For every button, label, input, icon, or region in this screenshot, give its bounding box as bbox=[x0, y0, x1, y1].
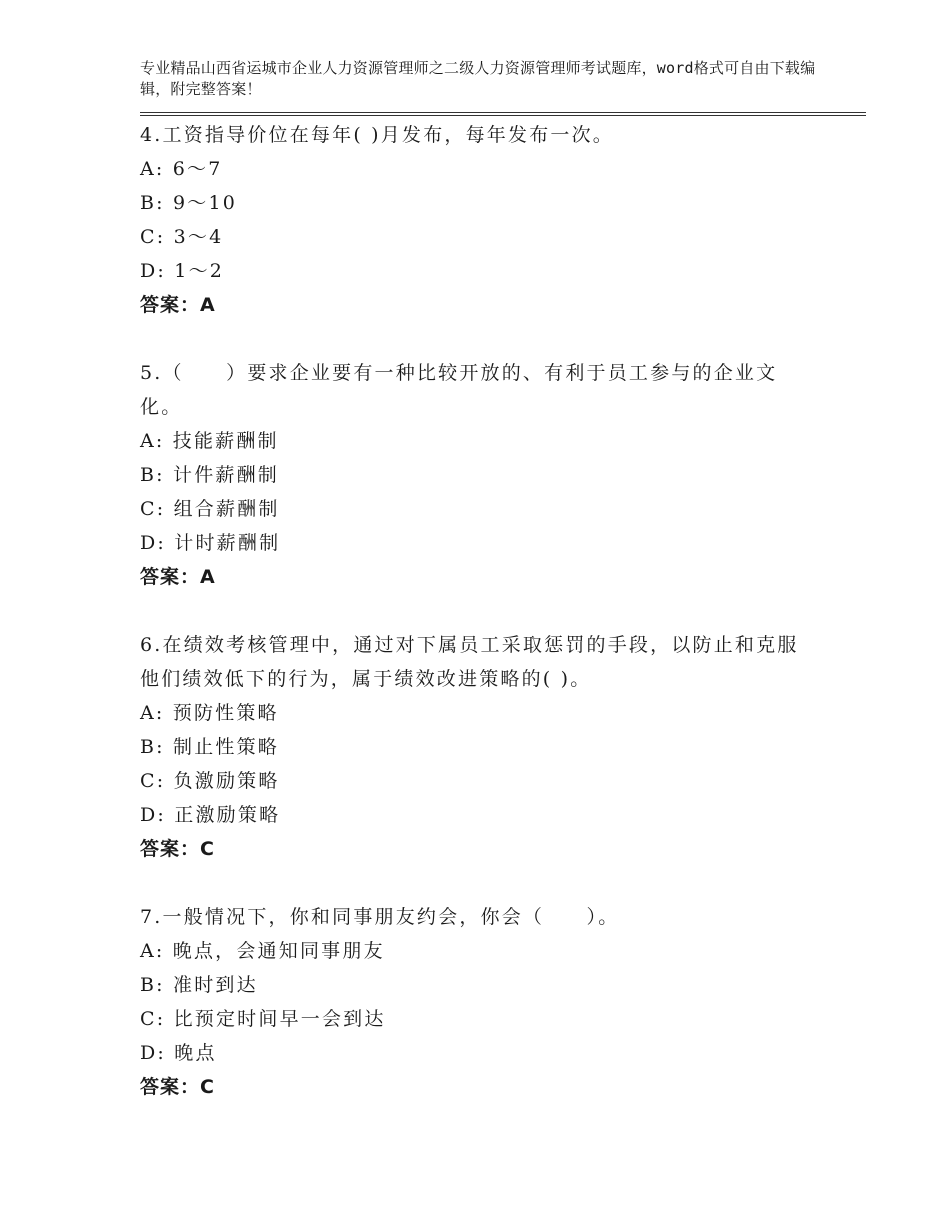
option-b: B: 9～10 bbox=[140, 192, 238, 214]
spacer bbox=[140, 594, 870, 628]
option-b: B: 计件薪酬制 bbox=[140, 464, 280, 486]
option-c: C: 组合薪酬制 bbox=[140, 498, 280, 520]
question-5 bbox=[140, 356, 870, 594]
option-a: A: 6～7 bbox=[140, 158, 223, 180]
spacer bbox=[140, 866, 870, 900]
option-d: D: 计时薪酬制 bbox=[140, 532, 281, 554]
option-a: A: 技能薪酬制 bbox=[140, 430, 279, 452]
answer-line: 答案：A bbox=[140, 566, 216, 588]
answer-line: 答案：C bbox=[140, 838, 215, 860]
option-d: D: 1～2 bbox=[140, 260, 225, 282]
question-7 bbox=[140, 900, 870, 1104]
document-header: 专业精品山西省运城市企业人力资源管理师之二级人力资源管理师考试题库，word格式可自由下载编辑，附完整答案！ bbox=[140, 59, 816, 98]
option-b: B: 制止性策略 bbox=[140, 736, 280, 758]
option-d: D: 晚点 bbox=[140, 1042, 217, 1064]
option-b: B: 准时到达 bbox=[140, 974, 258, 996]
answer-line: 答案：C bbox=[140, 1076, 215, 1098]
option-c: C: 比预定时间早一会到达 bbox=[140, 1008, 386, 1030]
answer-line: 答案：A bbox=[140, 294, 216, 316]
spacer bbox=[140, 322, 870, 356]
option-c: C: 3～4 bbox=[140, 226, 224, 248]
question-4 bbox=[140, 118, 870, 322]
question-stem: 5.（ ）要求企业要有一种比较开放的、有利于员工参与的企业文化。 bbox=[140, 362, 778, 418]
question-stem: 7.一般情况下，你和同事朋友约会，你会（ ）。 bbox=[140, 906, 620, 928]
option-c: C: 负激励策略 bbox=[140, 770, 280, 792]
header-divider bbox=[140, 112, 866, 116]
question-6 bbox=[140, 628, 870, 866]
option-a: A: 晚点，会通知同事朋友 bbox=[140, 940, 385, 962]
question-stem: 4.工资指导价位在每年( )月发布，每年发布一次。 bbox=[140, 124, 614, 146]
document-page bbox=[140, 58, 870, 1104]
option-a: A: 预防性策略 bbox=[140, 702, 279, 724]
question-stem: 6.在绩效考核管理中，通过对下属员工采取惩罚的手段，以防止和克服他们绩效低下的行为，属于绩效改进策略的( )。 bbox=[140, 634, 799, 690]
option-d: D: 正激励策略 bbox=[140, 804, 281, 826]
